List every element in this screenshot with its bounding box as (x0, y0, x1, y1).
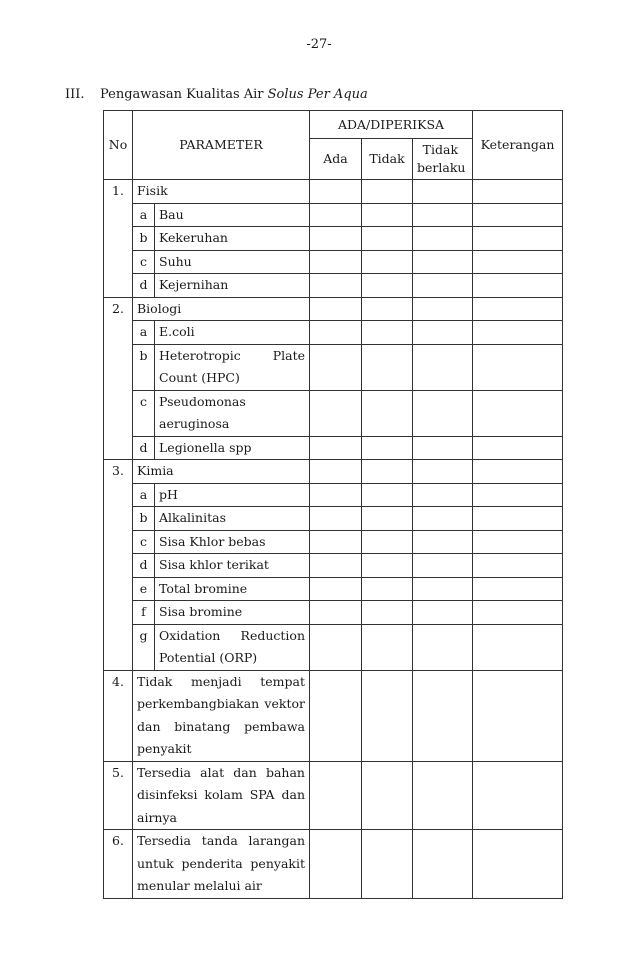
sub-item-letter: d (133, 436, 155, 460)
sub-item-label: Kejernihan (155, 274, 310, 298)
row-number: 3. (104, 460, 133, 671)
check-cell[interactable] (413, 530, 473, 554)
check-cell[interactable] (413, 830, 473, 899)
sub-item-letter: c (133, 390, 155, 436)
check-cell[interactable] (413, 274, 473, 298)
check-cell[interactable] (413, 390, 473, 436)
check-cell[interactable] (473, 601, 563, 625)
check-cell[interactable] (413, 436, 473, 460)
sub-item-letter: d (133, 554, 155, 578)
header-ada-diperiksa: ADA/DIPERIKSA (310, 111, 473, 139)
check-cell[interactable] (310, 297, 362, 321)
table-row (104, 390, 563, 436)
table-row (104, 321, 563, 345)
check-cell[interactable] (473, 577, 563, 601)
row-label: Tersedia tanda larangan untuk penderita penyakit menular melalui air (133, 830, 310, 899)
sub-item-letter: b (133, 507, 155, 531)
row-number: 6. (104, 830, 133, 899)
parameter-group-label: Biologi (133, 297, 310, 321)
check-cell[interactable] (413, 250, 473, 274)
sub-item-label: Total bromine (155, 577, 310, 601)
table-row (104, 483, 563, 507)
check-cell[interactable] (362, 601, 413, 625)
check-cell[interactable] (473, 344, 563, 390)
header-tidak-berlaku: Tidak berlaku (413, 139, 473, 180)
check-cell[interactable] (473, 624, 563, 670)
table-row (104, 436, 563, 460)
check-cell[interactable] (473, 554, 563, 578)
check-cell[interactable] (362, 483, 413, 507)
row-label: Tidak menjadi tempat perkembangbiakan vektor dan binatang pembawa penyakit (133, 670, 310, 761)
sub-item-label: Alkalinitas (155, 507, 310, 531)
header-keterangan: Keterangan (473, 111, 563, 180)
check-cell[interactable] (362, 830, 413, 899)
check-cell[interactable] (413, 180, 473, 204)
check-cell[interactable] (473, 227, 563, 251)
sub-item-label: Sisa khlor terikat (155, 554, 310, 578)
check-cell[interactable] (310, 601, 362, 625)
check-cell[interactable] (310, 460, 362, 484)
check-cell[interactable] (310, 507, 362, 531)
sub-item-letter: d (133, 274, 155, 298)
section-title-text: Pengawasan Kualitas Air (100, 87, 268, 102)
check-cell[interactable] (413, 344, 473, 390)
check-cell[interactable] (473, 670, 563, 761)
sub-item-label: Suhu (155, 250, 310, 274)
table-row (104, 507, 563, 531)
parameter-group-label: Kimia (133, 460, 310, 484)
checklist-table (103, 110, 563, 899)
check-cell[interactable] (362, 577, 413, 601)
check-cell[interactable] (362, 180, 413, 204)
check-cell[interactable] (310, 180, 362, 204)
check-cell[interactable] (310, 554, 362, 578)
check-cell[interactable] (362, 530, 413, 554)
sub-item-label: Pseudomonas aeruginosa (155, 390, 310, 436)
sub-item-label: E.coli (155, 321, 310, 345)
sub-item-label: Heterotropic Plate Count (HPC) (155, 344, 310, 390)
check-cell[interactable] (473, 297, 563, 321)
check-cell[interactable] (473, 507, 563, 531)
check-cell[interactable] (473, 180, 563, 204)
check-cell[interactable] (413, 483, 473, 507)
table-row (104, 344, 563, 390)
sub-item-letter: b (133, 227, 155, 251)
check-cell[interactable] (413, 554, 473, 578)
check-cell[interactable] (310, 624, 362, 670)
check-cell[interactable] (473, 761, 563, 830)
check-cell[interactable] (362, 274, 413, 298)
check-cell[interactable] (362, 203, 413, 227)
sub-item-label: Legionella spp (155, 436, 310, 460)
sub-item-letter: b (133, 344, 155, 390)
sub-item-letter: e (133, 577, 155, 601)
header-ada: Ada (310, 139, 362, 180)
check-cell[interactable] (473, 390, 563, 436)
check-cell[interactable] (310, 390, 362, 436)
check-cell[interactable] (473, 460, 563, 484)
section-title (65, 87, 368, 102)
table-row (104, 761, 563, 830)
table-row (104, 297, 563, 321)
sub-item-letter: a (133, 203, 155, 227)
section-number: III. (65, 87, 85, 102)
check-cell[interactable] (473, 483, 563, 507)
table-row (104, 577, 563, 601)
check-cell[interactable] (310, 830, 362, 899)
table-row (104, 670, 563, 761)
row-number: 2. (104, 297, 133, 460)
sub-item-letter: f (133, 601, 155, 625)
check-cell[interactable] (362, 761, 413, 830)
check-cell[interactable] (362, 554, 413, 578)
check-cell[interactable] (362, 297, 413, 321)
check-cell[interactable] (413, 507, 473, 531)
check-cell[interactable] (310, 670, 362, 761)
check-cell[interactable] (413, 577, 473, 601)
check-cell[interactable] (310, 274, 362, 298)
sub-item-letter: g (133, 624, 155, 670)
check-cell[interactable] (310, 227, 362, 251)
table-row (104, 530, 563, 554)
section-title-italic: Solus Per Aqua (267, 87, 368, 102)
table-row (104, 624, 563, 670)
check-cell[interactable] (473, 250, 563, 274)
check-cell[interactable] (362, 624, 413, 670)
check-cell[interactable] (413, 601, 473, 625)
check-cell[interactable] (413, 297, 473, 321)
check-cell[interactable] (310, 530, 362, 554)
sub-item-label: pH (155, 483, 310, 507)
sub-item-letter: c (133, 530, 155, 554)
check-cell[interactable] (473, 203, 563, 227)
check-cell[interactable] (310, 761, 362, 830)
check-cell[interactable] (413, 761, 473, 830)
table-row (104, 180, 563, 204)
check-cell[interactable] (413, 203, 473, 227)
table-row (104, 227, 563, 251)
table-row (104, 460, 563, 484)
check-cell[interactable] (413, 460, 473, 484)
table-row (104, 601, 563, 625)
table-row (104, 554, 563, 578)
check-cell[interactable] (413, 227, 473, 251)
sub-item-label: Sisa bromine (155, 601, 310, 625)
check-cell[interactable] (413, 321, 473, 345)
check-cell[interactable] (473, 436, 563, 460)
header-no: No (104, 111, 133, 180)
sub-item-label: Kekeruhan (155, 227, 310, 251)
sub-item-letter: a (133, 321, 155, 345)
row-label: Tersedia alat dan bahan disinfeksi kolam SPA dan airnya (133, 761, 310, 830)
check-cell[interactable] (362, 460, 413, 484)
header-tidak: Tidak (362, 139, 413, 180)
check-cell[interactable] (362, 507, 413, 531)
check-cell[interactable] (473, 274, 563, 298)
row-number: 1. (104, 180, 133, 298)
page-number: -27- (306, 37, 332, 52)
table-row (104, 830, 563, 899)
check-cell[interactable] (310, 577, 362, 601)
row-number: 5. (104, 761, 133, 830)
check-cell[interactable] (362, 321, 413, 345)
checklist-body (104, 180, 563, 899)
check-cell[interactable] (310, 344, 362, 390)
check-cell[interactable] (310, 436, 362, 460)
table-row (104, 274, 563, 298)
check-cell[interactable] (473, 321, 563, 345)
header-parameter: PARAMETER (133, 111, 310, 180)
check-cell[interactable] (310, 483, 362, 507)
sub-item-letter: a (133, 483, 155, 507)
sub-item-label: Bau (155, 203, 310, 227)
check-cell[interactable] (362, 670, 413, 761)
parameter-group-label: Fisik (133, 180, 310, 204)
check-cell[interactable] (362, 390, 413, 436)
check-cell[interactable] (310, 321, 362, 345)
table-row (104, 203, 563, 227)
check-cell[interactable] (310, 203, 362, 227)
check-cell[interactable] (473, 530, 563, 554)
check-cell[interactable] (362, 227, 413, 251)
check-cell[interactable] (413, 624, 473, 670)
row-number: 4. (104, 670, 133, 761)
sub-item-label: Sisa Khlor bebas (155, 530, 310, 554)
check-cell[interactable] (362, 250, 413, 274)
check-cell[interactable] (362, 436, 413, 460)
check-cell[interactable] (362, 344, 413, 390)
sub-item-letter: c (133, 250, 155, 274)
check-cell[interactable] (310, 250, 362, 274)
table-row (104, 250, 563, 274)
check-cell[interactable] (473, 830, 563, 899)
sub-item-label: Oxidation Reduction Potential (ORP) (155, 624, 310, 670)
check-cell[interactable] (413, 670, 473, 761)
